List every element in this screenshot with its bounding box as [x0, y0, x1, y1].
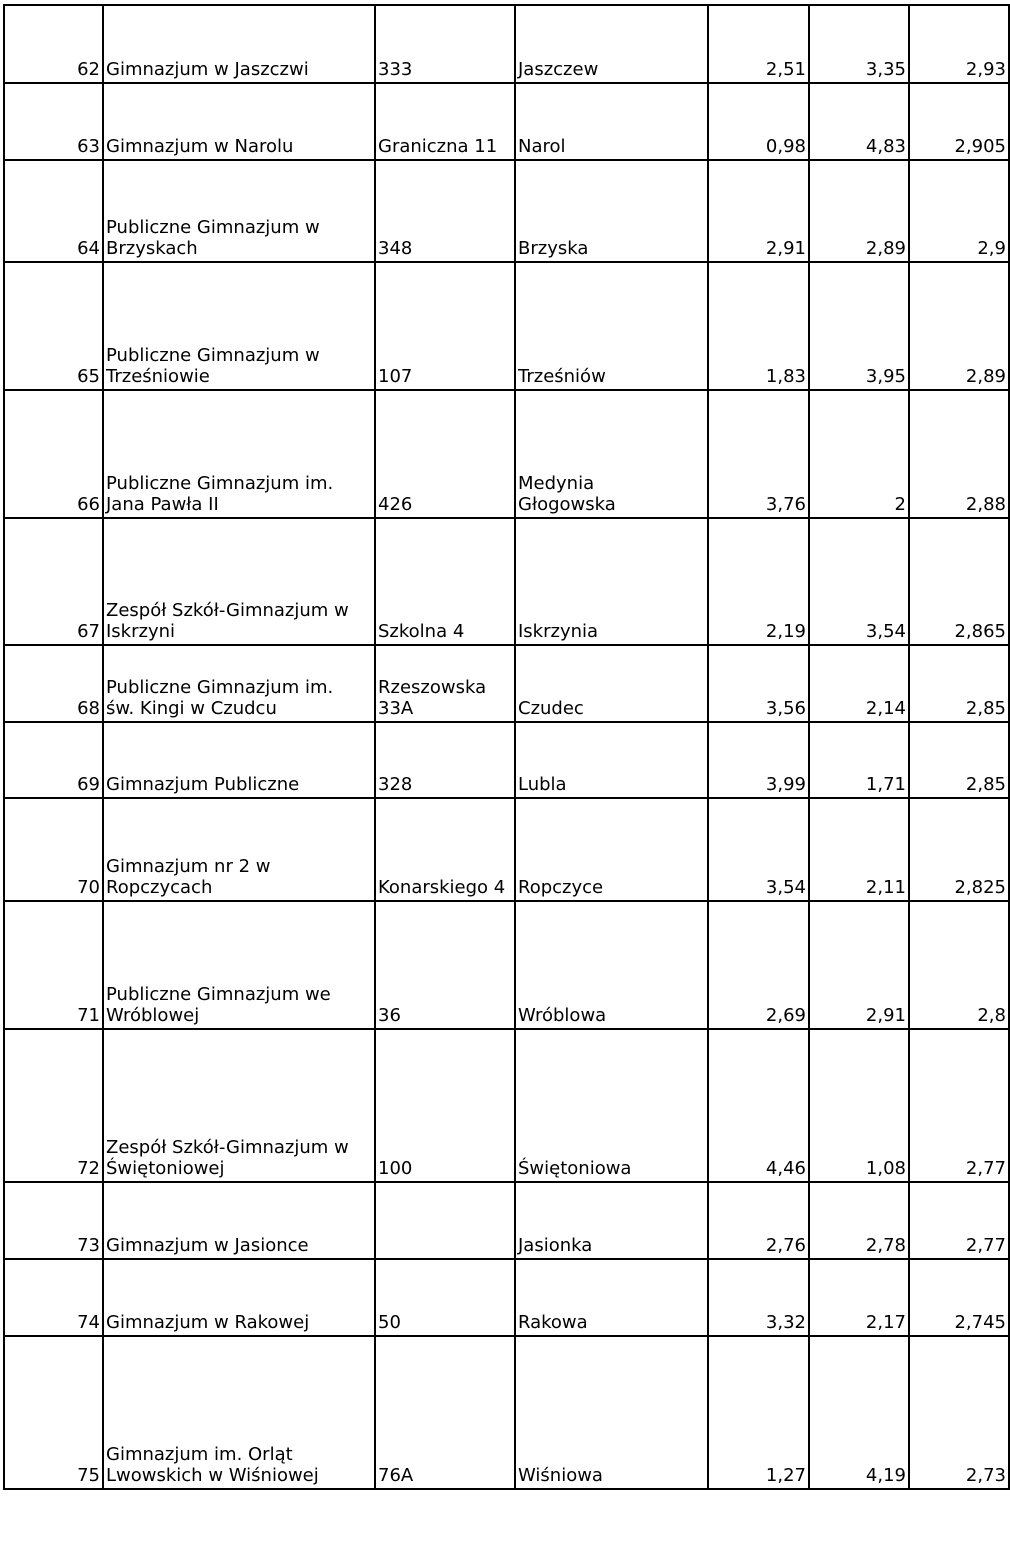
- school-name-cell: Gimnazjum w Jaszczwi: [103, 5, 375, 83]
- value-1-cell: 3,32: [708, 1259, 809, 1336]
- town-cell: Narol: [515, 83, 708, 160]
- value-1-cell: 3,99: [708, 722, 809, 798]
- value-2-cell: 2,89: [809, 160, 909, 262]
- street-address-cell: 107: [375, 262, 515, 390]
- value-3-cell: 2,77: [909, 1182, 1009, 1259]
- row-number-cell: 70: [4, 798, 103, 901]
- value-2-cell: 2,14: [809, 645, 909, 722]
- value-3-cell: 2,9: [909, 160, 1009, 262]
- table-row: [4, 5, 1009, 83]
- value-3-cell: 2,825: [909, 798, 1009, 901]
- table-row: [4, 798, 1009, 901]
- street-address-cell: 348: [375, 160, 515, 262]
- value-2-cell: 2,11: [809, 798, 909, 901]
- table-row: [4, 83, 1009, 160]
- row-number-cell: 62: [4, 5, 103, 83]
- value-1-cell: 2,19: [708, 518, 809, 645]
- school-name-cell: Gimnazjum w Jasionce: [103, 1182, 375, 1259]
- school-name-cell: Publiczne Gimnazjum w Trześniowie: [103, 262, 375, 390]
- row-number-cell: 63: [4, 83, 103, 160]
- value-1-cell: 2,51: [708, 5, 809, 83]
- town-cell: Wiśniowa: [515, 1336, 708, 1489]
- school-name-cell: Gimnazjum w Rakowej: [103, 1259, 375, 1336]
- table-row: [4, 518, 1009, 645]
- value-2-cell: 2,17: [809, 1259, 909, 1336]
- school-name-cell: Zespół Szkół-Gimnazjum w Świętoniowej: [103, 1029, 375, 1182]
- table-row: [4, 390, 1009, 518]
- school-name-cell: Publiczne Gimnazjum im. Jana Pawła II: [103, 390, 375, 518]
- school-name-cell: Gimnazjum nr 2 w Ropczycach: [103, 798, 375, 901]
- town-cell: Jaszczew: [515, 5, 708, 83]
- row-number-cell: 66: [4, 390, 103, 518]
- street-address-cell: Rzeszowska 33A: [375, 645, 515, 722]
- value-3-cell: 2,85: [909, 645, 1009, 722]
- school-name-cell: Publiczne Gimnazjum im. św. Kingi w Czudcu: [103, 645, 375, 722]
- row-number-cell: 75: [4, 1336, 103, 1489]
- value-1-cell: 3,56: [708, 645, 809, 722]
- table-row: [4, 645, 1009, 722]
- value-3-cell: 2,865: [909, 518, 1009, 645]
- value-3-cell: 2,88: [909, 390, 1009, 518]
- schools-table: [3, 4, 1010, 1490]
- value-1-cell: 0,98: [708, 83, 809, 160]
- value-2-cell: 4,83: [809, 83, 909, 160]
- school-name-cell: Gimnazjum Publiczne: [103, 722, 375, 798]
- row-number-cell: 65: [4, 262, 103, 390]
- town-cell: Wróblowa: [515, 901, 708, 1029]
- row-number-cell: 74: [4, 1259, 103, 1336]
- value-2-cell: 2: [809, 390, 909, 518]
- value-2-cell: 2,91: [809, 901, 909, 1029]
- row-number-cell: 67: [4, 518, 103, 645]
- value-3-cell: 2,905: [909, 83, 1009, 160]
- town-cell: Iskrzynia: [515, 518, 708, 645]
- row-number-cell: 72: [4, 1029, 103, 1182]
- town-cell: Świętoniowa: [515, 1029, 708, 1182]
- street-address-cell: 100: [375, 1029, 515, 1182]
- table-row: [4, 1336, 1009, 1489]
- school-name-cell: Publiczne Gimnazjum w Brzyskach: [103, 160, 375, 262]
- value-1-cell: 1,27: [708, 1336, 809, 1489]
- street-address-cell: 50: [375, 1259, 515, 1336]
- town-cell: Jasionka: [515, 1182, 708, 1259]
- row-number-cell: 73: [4, 1182, 103, 1259]
- row-number-cell: 69: [4, 722, 103, 798]
- street-address-cell: 333: [375, 5, 515, 83]
- table-row: [4, 1029, 1009, 1182]
- street-address-cell: Szkolna 4: [375, 518, 515, 645]
- value-3-cell: 2,8: [909, 901, 1009, 1029]
- value-3-cell: 2,73: [909, 1336, 1009, 1489]
- value-3-cell: 2,85: [909, 722, 1009, 798]
- school-name-cell: Gimnazjum im. Orląt Lwowskich w Wiśniowej: [103, 1336, 375, 1489]
- school-name-cell: Publiczne Gimnazjum we Wróblowej: [103, 901, 375, 1029]
- school-name-cell: Gimnazjum w Narolu: [103, 83, 375, 160]
- table-body: [4, 5, 1009, 1489]
- table-row: [4, 1182, 1009, 1259]
- street-address-cell: Konarskiego 4: [375, 798, 515, 901]
- town-cell: Czudec: [515, 645, 708, 722]
- value-1-cell: 3,54: [708, 798, 809, 901]
- table-row: [4, 901, 1009, 1029]
- town-cell: Brzyska: [515, 160, 708, 262]
- town-cell: Medynia Głogowska: [515, 390, 708, 518]
- value-1-cell: 3,76: [708, 390, 809, 518]
- table-row: [4, 160, 1009, 262]
- table-row: [4, 262, 1009, 390]
- street-address-cell: [375, 1182, 515, 1259]
- street-address-cell: 426: [375, 390, 515, 518]
- street-address-cell: Graniczna 11: [375, 83, 515, 160]
- row-number-cell: 71: [4, 901, 103, 1029]
- value-1-cell: 2,76: [708, 1182, 809, 1259]
- value-3-cell: 2,89: [909, 262, 1009, 390]
- town-cell: Rakowa: [515, 1259, 708, 1336]
- row-number-cell: 64: [4, 160, 103, 262]
- value-2-cell: 1,08: [809, 1029, 909, 1182]
- value-2-cell: 1,71: [809, 722, 909, 798]
- value-3-cell: 2,93: [909, 5, 1009, 83]
- school-name-cell: Zespół Szkół-Gimnazjum w Iskrzyni: [103, 518, 375, 645]
- value-2-cell: 2,78: [809, 1182, 909, 1259]
- street-address-cell: 76A: [375, 1336, 515, 1489]
- table-row: [4, 722, 1009, 798]
- value-2-cell: 3,35: [809, 5, 909, 83]
- row-number-cell: 68: [4, 645, 103, 722]
- table-row: [4, 1259, 1009, 1336]
- value-2-cell: 3,54: [809, 518, 909, 645]
- town-cell: Ropczyce: [515, 798, 708, 901]
- town-cell: Trześniów: [515, 262, 708, 390]
- value-1-cell: 4,46: [708, 1029, 809, 1182]
- value-1-cell: 2,91: [708, 160, 809, 262]
- value-3-cell: 2,77: [909, 1029, 1009, 1182]
- street-address-cell: 36: [375, 901, 515, 1029]
- value-1-cell: 2,69: [708, 901, 809, 1029]
- town-cell: Lubla: [515, 722, 708, 798]
- street-address-cell: 328: [375, 722, 515, 798]
- value-1-cell: 1,83: [708, 262, 809, 390]
- value-2-cell: 4,19: [809, 1336, 909, 1489]
- value-2-cell: 3,95: [809, 262, 909, 390]
- value-3-cell: 2,745: [909, 1259, 1009, 1336]
